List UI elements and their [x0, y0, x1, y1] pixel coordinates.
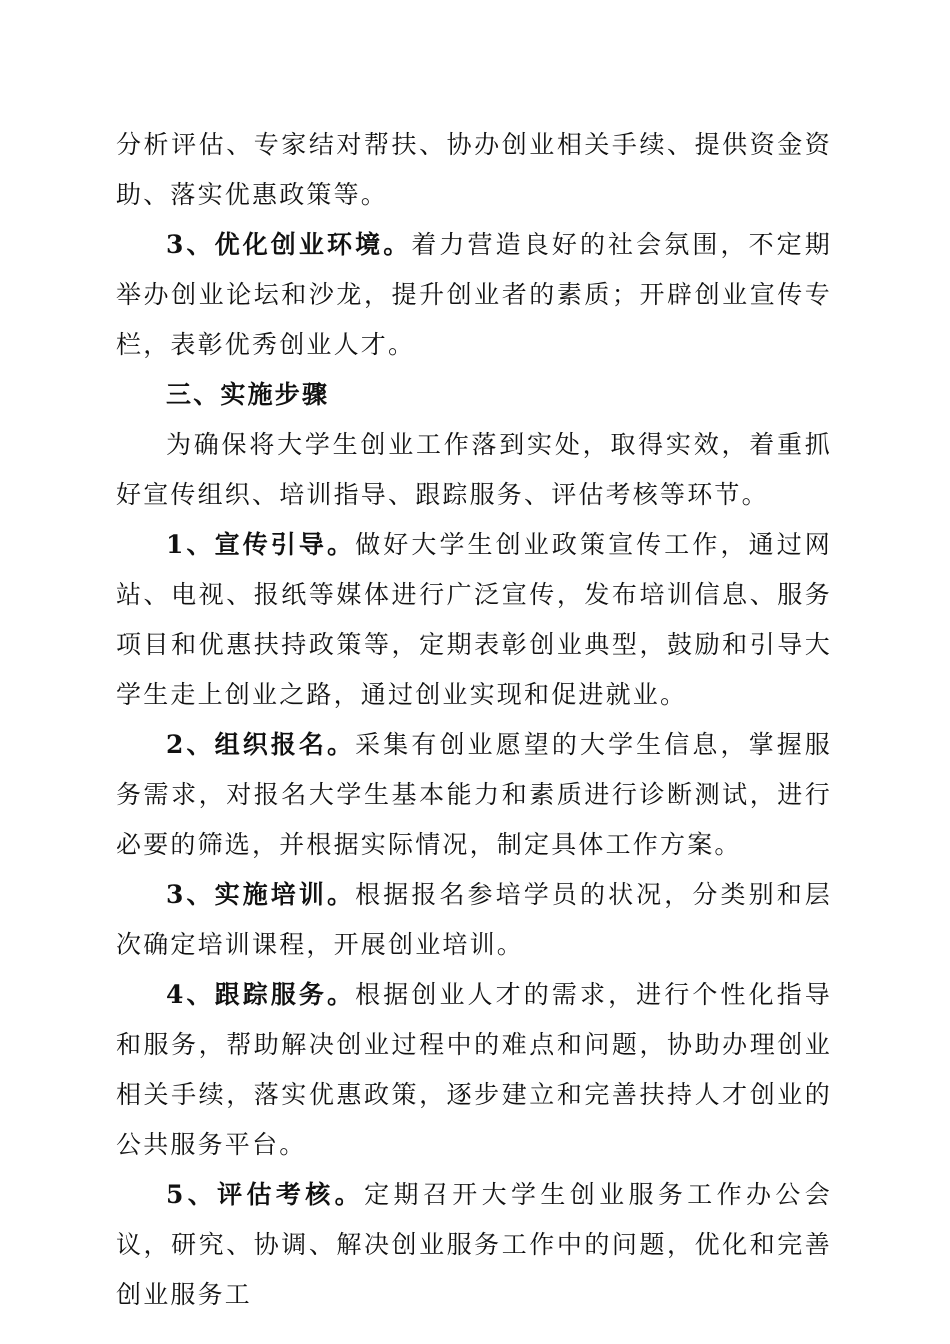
paragraph-heading: 3、优化创业环境。: [166, 230, 412, 259]
paragraph-follow-up-service: [116, 970, 832, 1170]
paragraph-implementation-intro: [116, 420, 832, 520]
paragraph-text: 做好大学生创业政策宣传工作，通过网站、电视、报纸等媒体进行广泛宣传，发布培训信息、服务项目和优惠扶持政策等，定期表彰创业典型，鼓励和引导大学生走上创业之路，通过创业实现和促进就业。: [116, 530, 832, 709]
paragraph-text: 根据创业人才的需求，进行个性化指导和服务，帮助解决创业过程中的难点和问题，协助办理创业相关手续，落实优惠政策，逐步建立和完善扶持人才创业的公共服务平台。: [116, 980, 832, 1159]
paragraph-heading: 1、宣传引导。: [166, 530, 356, 559]
paragraph-heading: 2、组织报名。: [166, 730, 356, 759]
paragraph-heading: 3、实施培训。: [166, 880, 356, 909]
paragraph-text: 分析评估、专家结对帮扶、协办创业相关手续、提供资金资助、落实优惠政策等。: [116, 130, 832, 209]
paragraph-text: 为确保将大学生创业工作落到实处，取得实效，着重抓好宣传组织、培训指导、跟踪服务、评估考核等环节。: [116, 430, 832, 509]
section-heading-implementation-steps: [116, 370, 832, 420]
paragraph-text: 定期召开大学生创业服务工作办公会议，研究、协调、解决创业服务工作中的问题，优化和完善创业服务工: [116, 1180, 833, 1309]
paragraph-optimize-environment: [116, 220, 832, 370]
paragraph-evaluation: [116, 1170, 832, 1320]
paragraph-registration: [116, 720, 832, 870]
paragraph-continuation: [116, 120, 832, 220]
paragraph-publicity: [116, 520, 832, 720]
paragraph-text: 采集有创业愿望的大学生信息，掌握服务需求，对报名大学生基本能力和素质进行诊断测试，进行必要的筛选，并根据实际情况，制定具体工作方案。: [116, 730, 832, 859]
paragraph-heading: 4、跟踪服务。: [166, 980, 356, 1009]
document-body: [116, 120, 832, 1320]
paragraph-text: 着力营造良好的社会氛围，不定期举办创业论坛和沙龙，提升创业者的素质；开辟创业宣传专栏，表彰优秀创业人才。: [116, 230, 832, 359]
paragraph-text: 根据报名参培学员的状况，分类别和层次确定培训课程，开展创业培训。: [116, 880, 832, 959]
section-heading: 三、实施步骤: [166, 380, 330, 409]
paragraph-heading: 5、评估考核。: [166, 1180, 365, 1209]
paragraph-training: [116, 870, 832, 970]
